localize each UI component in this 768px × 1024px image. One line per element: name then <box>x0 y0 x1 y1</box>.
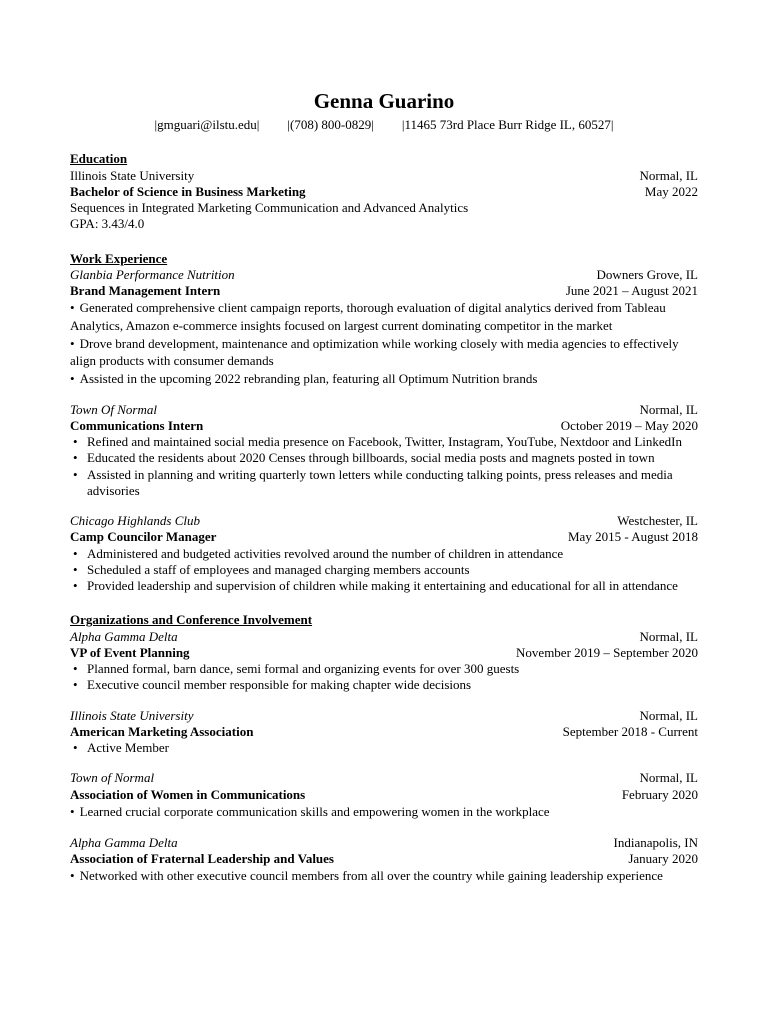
resume-entry <box>70 267 698 388</box>
education-gpa: GPA: 3.43/4.0 <box>70 216 145 232</box>
bullet-marker: • <box>73 450 78 466</box>
bullet-marker: • <box>73 434 78 450</box>
bullet-text: Refined and maintained social media presence on Facebook, Twitter, Instagram, YouTube, Nextdoor and LinkedIn <box>87 434 682 450</box>
education-heading: Education <box>70 151 128 167</box>
bullet-item <box>70 299 698 334</box>
entry-bullets <box>70 740 698 756</box>
entry-dates: June 2021 – August 2021 <box>565 283 698 299</box>
entry-organization: Glanbia Performance Nutrition <box>70 266 235 282</box>
entry-role: American Marketing Association <box>70 723 254 739</box>
bullet-marker: • <box>70 371 75 387</box>
education-date: May 2022 <box>644 183 698 199</box>
bullet-item <box>70 562 698 578</box>
bullet-text: Generated comprehensive client campaign reports, thorough evaluation of digital analytics derived from Tableau Analytics, Amazon e-commerce insights focused on largest current dominating competitor in the market <box>70 300 666 334</box>
bullet-marker: • <box>73 466 78 482</box>
bullet-item <box>70 578 698 594</box>
entry-dates: May 2015 - August 2018 <box>568 529 698 545</box>
entry-dates: October 2019 – May 2020 <box>560 417 698 433</box>
contact-phone: |(708) 800-0829| <box>287 117 374 133</box>
bullet-text: Assisted in planning and writing quarterly town letters while conducting talking points, press releases and media advisories <box>87 466 673 498</box>
bullet-text: Provided leadership and supervision of children while making it entertaining and educational for all in attendance <box>87 578 678 594</box>
section-organizations <box>70 612 698 884</box>
bullet-item <box>70 335 698 370</box>
contact-address: |11465 73rd Place Burr Ridge IL, 60527| <box>401 117 614 133</box>
resume-entry <box>70 513 698 594</box>
entry-organization: Alpha Gamma Delta <box>70 628 178 644</box>
entry-role: VP of Event Planning <box>70 644 190 660</box>
entry-location: Normal, IL <box>639 628 698 644</box>
entry-role: Association of Fraternal Leadership and Values <box>70 850 334 866</box>
entry-location: Normal, IL <box>639 707 698 723</box>
education-degree: Bachelor of Science in Business Marketing <box>70 183 306 199</box>
section-work-experience <box>70 251 698 595</box>
entry-dates: November 2019 – September 2020 <box>516 644 698 660</box>
entry-bullets <box>70 299 698 387</box>
bullet-item <box>70 677 698 693</box>
bullet-marker: • <box>73 561 78 577</box>
contact-line <box>70 117 698 133</box>
entry-organization: Alpha Gamma Delta <box>70 834 178 850</box>
bullet-item <box>70 740 698 756</box>
bullet-item <box>70 867 698 885</box>
bullet-marker: • <box>73 578 78 594</box>
entry-bullets <box>70 434 698 499</box>
education-sequences: Sequences in Integrated Marketing Communication and Advanced Analytics <box>70 200 469 216</box>
organizations-heading: Organizations and Conference Involvement <box>70 612 313 628</box>
bullet-item <box>70 370 698 388</box>
bullet-item <box>70 450 698 466</box>
entry-organization: Town of Normal <box>70 770 155 786</box>
contact-email: |gmguari@ilstu.edu| <box>154 117 260 133</box>
bullet-text: Educated the residents about 2020 Censes through billboards, social media posts and magnets posted in town <box>87 450 655 466</box>
entry-dates: January 2020 <box>628 850 698 866</box>
entry-bullets <box>70 546 698 595</box>
entry-role: Camp Councilor Manager <box>70 529 217 545</box>
work-experience-heading: Work Experience <box>70 250 168 266</box>
bullet-marker: • <box>73 545 78 561</box>
entry-dates: February 2020 <box>621 786 698 802</box>
entry-bullets <box>70 803 698 821</box>
bullet-item <box>70 661 698 677</box>
bullet-text: Assisted in the upcoming 2022 rebranding plan, featuring all Optimum Nutrition brands <box>79 371 538 387</box>
entry-bullets <box>70 867 698 885</box>
bullet-item <box>70 546 698 562</box>
entry-organization: Chicago Highlands Club <box>70 513 201 529</box>
bullet-marker: • <box>70 335 75 351</box>
entry-location: Normal, IL <box>639 401 698 417</box>
entry-location: Westchester, IL <box>617 513 698 529</box>
entry-bullets <box>70 661 698 694</box>
education-location: Normal, IL <box>639 167 698 183</box>
entry-role: Communications Intern <box>70 417 204 433</box>
entry-role: Brand Management Intern <box>70 283 221 299</box>
resume-entry <box>70 708 698 757</box>
resume-page <box>70 90 698 885</box>
bullet-text: Drove brand development, maintenance and optimization while working closely with media agencies to effectively align products with consumer demands <box>70 335 679 369</box>
resume-entry <box>70 629 698 694</box>
bullet-marker: • <box>73 661 78 677</box>
bullet-item <box>70 467 698 500</box>
bullet-text: Networked with other executive council members from all over the country while gaining leadership experience <box>79 868 663 884</box>
bullet-marker: • <box>70 803 75 819</box>
section-education <box>70 151 698 232</box>
bullet-text: Executive council member responsible for making chapter wide decisions <box>87 677 472 693</box>
bullet-text: Administered and budgeted activities revolved around the number of children in attendance <box>87 545 564 561</box>
bullet-marker: • <box>70 868 75 884</box>
bullet-marker: • <box>73 677 78 693</box>
bullet-marker: • <box>73 740 78 756</box>
work-entries <box>70 267 698 595</box>
resume-entry <box>70 402 698 500</box>
bullet-text: Learned crucial corporate communication skills and empowering women in the workplace <box>79 803 550 819</box>
bullet-marker: • <box>70 300 75 316</box>
bullet-text: Active Member <box>87 740 169 756</box>
resume-entry <box>70 835 698 885</box>
page-title: Genna Guarino <box>313 89 455 113</box>
bullet-text: Scheduled a staff of employees and managed charging members accounts <box>87 561 470 577</box>
education-school: Illinois State University <box>70 167 195 183</box>
entry-location: Downers Grove, IL <box>596 266 698 282</box>
bullet-item <box>70 803 698 821</box>
resume-entry <box>70 770 698 820</box>
entry-role: Association of Women in Communications <box>70 786 306 802</box>
entry-location: Indianapolis, IN <box>613 834 698 850</box>
organization-entries <box>70 629 698 885</box>
bullet-item <box>70 434 698 450</box>
bullet-text: Planned formal, barn dance, semi formal and organizing events for over 300 guests <box>87 661 520 677</box>
entry-location: Normal, IL <box>639 770 698 786</box>
entry-organization: Town Of Normal <box>70 401 157 417</box>
entry-organization: Illinois State University <box>70 707 194 723</box>
entry-dates: September 2018 - Current <box>562 723 698 739</box>
